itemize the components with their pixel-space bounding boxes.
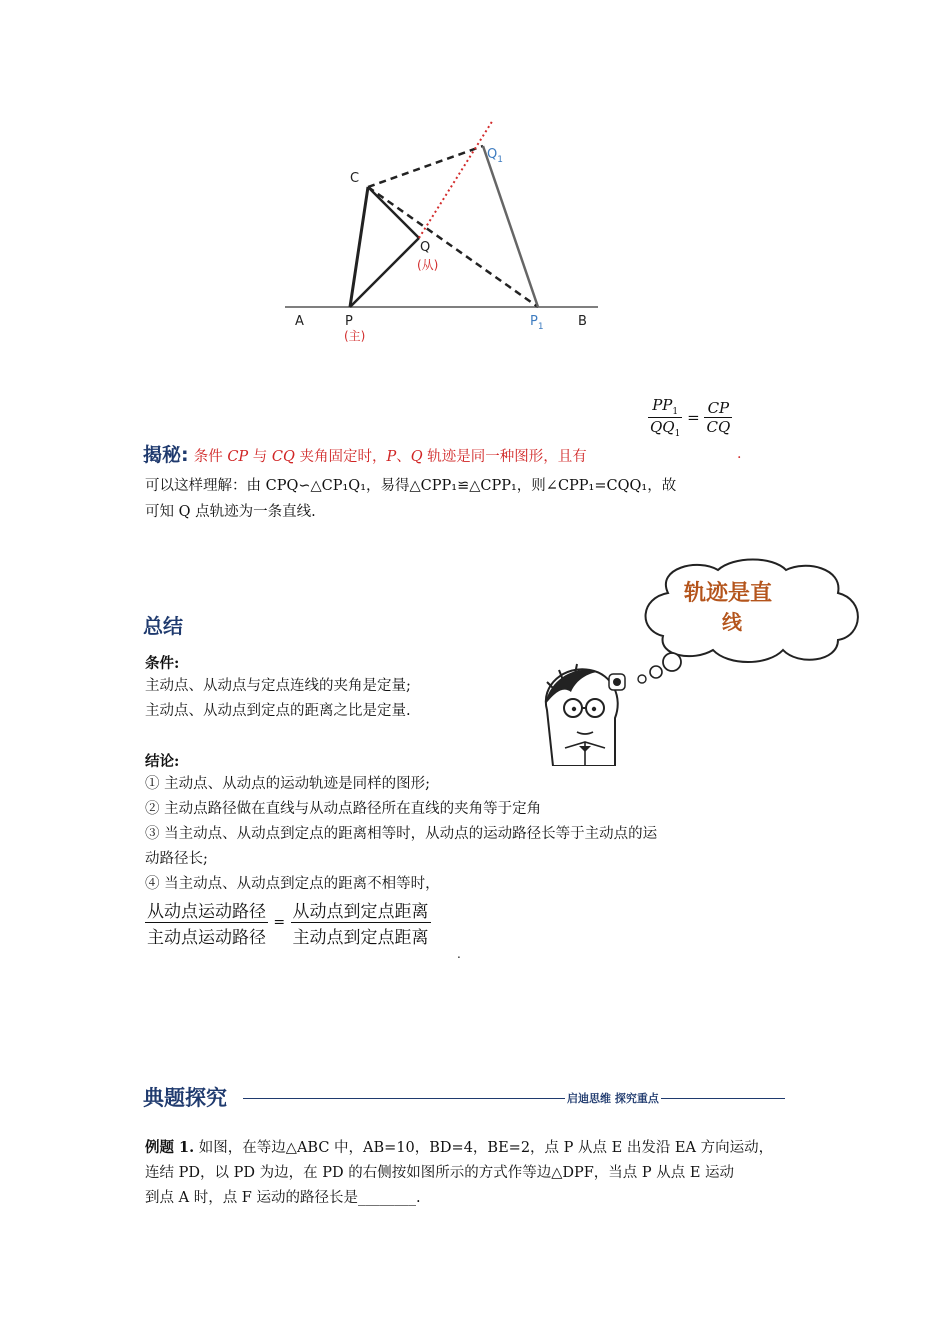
segment-pq [350, 238, 419, 307]
condition-1: 主动点、从动点与定点连线的夹角是定量; [145, 678, 411, 694]
ratio-formula [145, 897, 431, 948]
label-q-role: (从) [417, 258, 439, 272]
dashed-cp1 [368, 187, 538, 307]
formula-lhs: $\frac{PP_1}{QQ_1}$ [650, 396, 681, 439]
segment-cp [350, 187, 368, 307]
ratio-dot: . [457, 947, 461, 961]
thought-bubbles [630, 648, 690, 688]
example-text-1: 如图，在等边△ABC 中，AB=10，BD=4，BE=2，点 P 从点 E 出发沿 EA 方向运动， [194, 1140, 774, 1156]
section-rule [243, 1098, 785, 1099]
cartoon-character-icon [535, 660, 635, 766]
condition-2: 主动点、从动点到定点的距离之比是定量. [145, 703, 411, 719]
conclusion-2: ② 主动点路径做在直线与从动点路径所在直线的夹角等于定角 [145, 801, 542, 817]
red-dotted-track [419, 120, 493, 238]
cloud-text-1: 轨迹是直 [684, 581, 773, 606]
conclusion-3b: 动路径长; [145, 851, 208, 867]
reveal-explain-2: 可知 Q 点轨迹为一条直线. [145, 504, 316, 520]
reveal-heading: 揭秘: [143, 444, 189, 466]
label-b: B [578, 314, 587, 329]
label-q: Q [420, 240, 431, 255]
section-title: 典题探究 [143, 1086, 227, 1110]
label-q1: $Q_1$ [487, 147, 503, 165]
reveal-explain-1: 可以这样理解：由 CPQ∽△CP₁Q₁，易得△CPP₁≌△CPP₁，则∠CPP₁=CQQ₁，故 [145, 478, 677, 494]
label-p1: $P_1$ [530, 314, 544, 332]
label-p: P [345, 314, 353, 329]
ratio-right: $\frac{\text{从动点到定点距离}}{\text{主动点到定点距离}}$ [291, 897, 431, 948]
label-p-role: (主) [344, 329, 366, 343]
formula-eq: = [687, 408, 700, 427]
reveal-trailing-dot: . [737, 446, 742, 462]
summary-title: 总结 [143, 614, 183, 638]
example-line-2: 连结 PD，以 PD 为边，在 PD 的右侧按如图所示的方式作等边△DPF，当点 P 从点 E 运动 [145, 1165, 735, 1181]
segment-q1p1 [483, 146, 538, 307]
formula-rhs: $\frac{CP}{CQ}$ [706, 399, 731, 436]
example-line-3: 到点 A 时，点 F 运动的路径长是________. [145, 1190, 421, 1206]
section-tagline: 启迪思维 探究重点 [567, 1092, 659, 1105]
conclusion-3: ③ 当主动点、从动点到定点的距离相等时，从动点的运动路径长等于主动点的运 [145, 826, 658, 842]
reveal-line [143, 440, 587, 467]
ratio-left: $\frac{\text{从动点运动路径}}{\text{主动点运动路径}}$ [145, 897, 268, 948]
conclusion-4: ④ 当主动点、从动点到定点的距离不相等时， [145, 876, 440, 892]
geometry-figure [280, 110, 610, 350]
reveal-formula [648, 396, 732, 439]
conclusion-label: 结论: [145, 753, 180, 770]
example-label: 例题 1. [145, 1139, 195, 1156]
dashed-cq1 [368, 146, 483, 187]
label-a: A [295, 314, 304, 329]
conclusion-1: ① 主动点、从动点的运动轨迹是同样的图形; [145, 776, 430, 792]
cloud-text-2: 线 [722, 610, 742, 634]
segment-cq [368, 187, 419, 238]
label-c: C [350, 171, 360, 186]
reveal-text: 条件 CP 与 CQ 夹角固定时，P、Q 轨迹是同一种图形，且有 [193, 449, 587, 465]
condition-label: 条件: [145, 655, 180, 672]
ratio-eq: = [273, 914, 286, 931]
example-line-1 [145, 1136, 773, 1160]
